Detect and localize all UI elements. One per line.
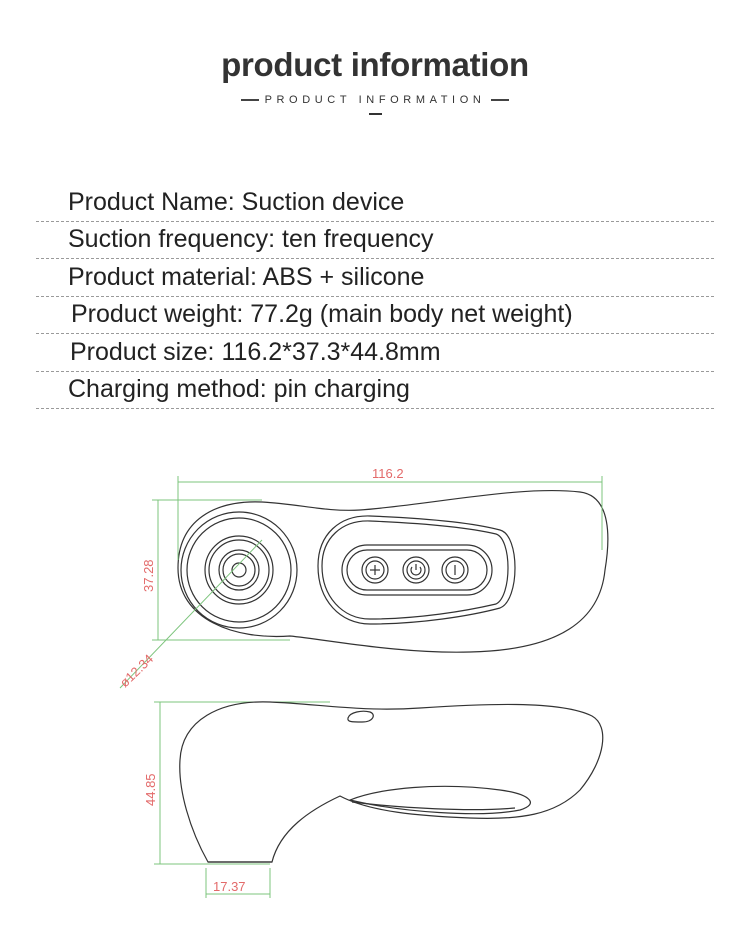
dimension-diameter-label: ø12.34 — [116, 651, 157, 691]
side-view — [180, 702, 603, 862]
subtitle-tick — [369, 113, 382, 115]
spec-row — [36, 259, 714, 297]
top-view — [178, 491, 608, 653]
spec-suction-frequency: Suction frequency: ten frequency — [68, 225, 434, 253]
dimension-height-label: 44.85 — [143, 773, 158, 806]
spec-row — [36, 334, 714, 372]
subtitle-right-rule — [491, 99, 509, 101]
spec-row — [36, 184, 714, 222]
plus-icon — [362, 557, 388, 583]
dimension-lines — [120, 476, 602, 898]
spec-row — [36, 222, 714, 260]
spec-charging: Charging method: pin charging — [68, 375, 410, 403]
page-subtitle: PRODUCT INFORMATION — [264, 94, 486, 106]
dimension-base-label: 17.37 — [213, 879, 246, 894]
spec-material: Product material: ABS + silicone — [68, 262, 425, 291]
spec-size: Product size: 116.2*37.3*44.8mm — [70, 337, 441, 366]
spec-weight: Product weight: 77.2g (main body net weight) — [71, 300, 573, 328]
page-title: product information — [221, 46, 529, 83]
dimension-drawing — [0, 440, 750, 928]
subtitle-left-rule — [241, 99, 259, 101]
spec-product-name: Product Name: Suction device — [68, 187, 405, 216]
spec-row — [36, 297, 714, 335]
minus-icon — [442, 557, 468, 583]
dimension-width-label: 37.28 — [141, 559, 156, 592]
dimension-length-label: 116.2 — [372, 466, 404, 481]
power-icon — [403, 557, 429, 583]
spec-row — [36, 372, 714, 410]
spec-list — [36, 184, 714, 409]
subtitle-row — [0, 92, 750, 108]
